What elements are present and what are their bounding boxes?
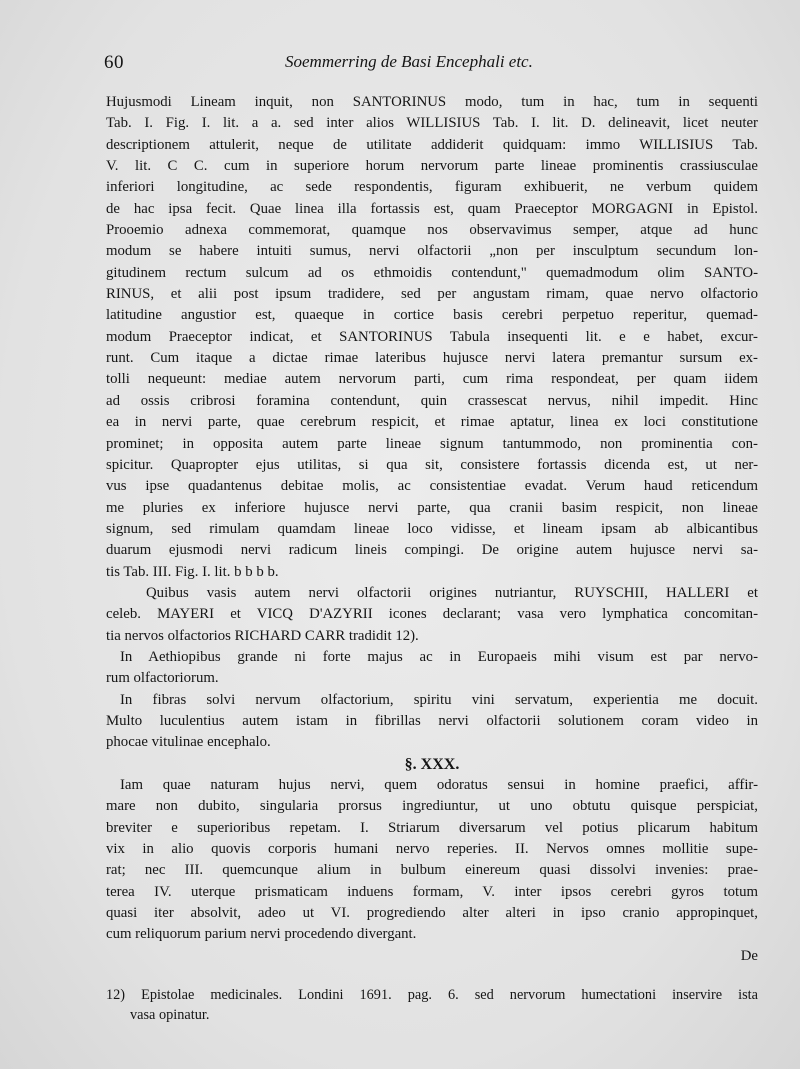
section-line: terea IV. uterque prismaticam induens formam, V. inter ipsos cerebri gyros totum [106, 883, 758, 900]
footnote-line: vasa opinatur. [130, 1007, 210, 1023]
body-line: inferiori longitudine, ac sede respondentis, figuram exhibuerit, ne verbum quidem [106, 179, 758, 196]
body-line: latitudine angustior est, quaeque in cortice basis cerebri perpetuo reperitur, quemad- [106, 307, 758, 324]
footnote-line: 12) Epistolae medicinales. Londini 1691. pag. 6. sed nervorum humectationi inservire ista [106, 987, 758, 1003]
body-line: rum olfactoriorum. [106, 670, 219, 687]
body-line: tia nervos olfactorios RICHARD CARR tradidit 12). [106, 627, 419, 644]
section-heading: §. XXX. [404, 755, 460, 773]
section-line: quasi iter absolvit, adeo ut VI. progrediendo alter alteri in ipso cranio appropinquet, [106, 905, 758, 922]
body-line: Tab. I. Fig. I. lit. a a. sed inter alios WILLISIUS Tab. I. lit. D. delineavit, licet neuter [106, 115, 758, 132]
body-line: me pluries ex inferiore hujusce nervi parte, qua cranii basim respicit, non lineae [106, 499, 758, 516]
body-line: vus ipse quadantenus debitae molis, ac consistentiae evadat. Verum haud reticendum [106, 478, 758, 495]
body-line: duarum ejusmodi nervi radicum lineis compingi. De origine autem hujusce nervi sa- [106, 542, 758, 559]
body-line: de hac ipsa fecit. Quae linea illa fortassis est, quam Praeceptor MORGAGNI in Epistol. [106, 200, 758, 217]
body-line: tolli nequeunt: mediae autem nervorum parti, cum rima respondeat, per quam iidem [106, 371, 758, 388]
section-line: mare non dubito, singularia prorsus ingrediuntur, ut uno obtutu quisque perspiciat, [106, 798, 758, 815]
body-line: V. lit. C C. cum in superiore horum nervorum parte lineae prominentis crassiusculae [106, 158, 758, 175]
body-line: tis Tab. III. Fig. I. lit. b b b b. [106, 563, 279, 580]
body-line: In fibras solvi nervum olfactorium, spiritu vini servatum, experientia me docuit. [120, 691, 758, 708]
body-line: descriptionem attulerit, neque de utilitate addiderit quidquam: immo WILLISIUS Tab. [106, 136, 758, 153]
body-line: Multo luculentius autem istam in fibrillas nervi olfactorii solutionem coram video in [106, 712, 758, 729]
body-line: ea in nervi parte, quae cerebrum respicit, et rimae aptatur, linea ex loci constitutione [106, 414, 758, 431]
main-text [106, 92, 758, 967]
body-line: modum Praeceptor indicat, et SANTORINUS Tabula insequenti lit. e e habet, excur- [106, 328, 758, 345]
body-line: signum, sed rimulam quamdam lineae loco vidisse, et lineam ipsam ab albicantibus [106, 520, 758, 537]
page-number: 60 [104, 52, 124, 73]
body-line: runt. Cum itaque a dictae rimae lateribus hujusce nervi latera premantur sursum ex- [106, 350, 758, 367]
body-line: gitudinem rectum sulcum ad os ethmoidis contendunt," quemadmodum olim SANTO- [106, 264, 758, 281]
body-line: celeb. MAYERI et VICQ D'AZYRII icones declarant; vasa vero lymphatica concomitan- [106, 606, 758, 623]
body-line: Quibus vasis autem nervi olfactorii origines nutriantur, RUYSCHII, HALLERI et [146, 584, 758, 601]
body-line: modum se habere intuiti sumus, nervi olfactorii „non per insculptum secundum lon- [106, 243, 758, 260]
section-line: breviter e superioribus repetam. I. Striarum diversarum vel potius plicarum habitum [106, 819, 758, 836]
body-line: Hujusmodi Lineam inquit, non SANTORINUS modo, tum in hac, tum in sequenti [106, 94, 758, 110]
section-line: cum reliquorum parium nervi procedendo divergant. [106, 926, 417, 943]
running-head: Soemmerring de Basi Encephali etc. [285, 52, 533, 71]
catchword: De [740, 947, 758, 964]
body-line: phocae vitulinae encephalo. [106, 734, 271, 751]
page-header [100, 52, 780, 82]
body-line: Prooemio adnexa commemorat, quamque nos observavimus semper, atque ad hunc [106, 222, 758, 239]
body-line: In Aethiopibus grande ni forte majus ac in Europaeis mihi visum est par nervo- [120, 648, 758, 665]
body-line: spicitur. Quapropter ejus utilitas, si qua sit, consistere fortassis dicenda est, ut ner- [106, 456, 758, 473]
section-line: vix in alio quovis corporis humani nervo reperies. II. Nervos omnes mollitie supe- [106, 841, 758, 858]
body-line: prominet; in opposita autem parte lineae signum tantummodo, non prominentia con- [106, 435, 758, 452]
body-line: RINUS, et alii post ipsum tradidere, sed per angustam rimam, quae nervo olfactorio [106, 286, 758, 303]
footnote [106, 985, 758, 1025]
body-line: ad ossis cribrosi foramina contendunt, quin crassescat nervus, nihil impedit. Hinc [106, 392, 758, 409]
section-line: Iam quae naturam hujus nervi, quem odoratus sensui in homine praefici, affir- [120, 777, 758, 793]
section-line: rat; nec III. quemcunque alium in bulbum einereum quasi dissolvi invenies: prae- [106, 862, 758, 879]
